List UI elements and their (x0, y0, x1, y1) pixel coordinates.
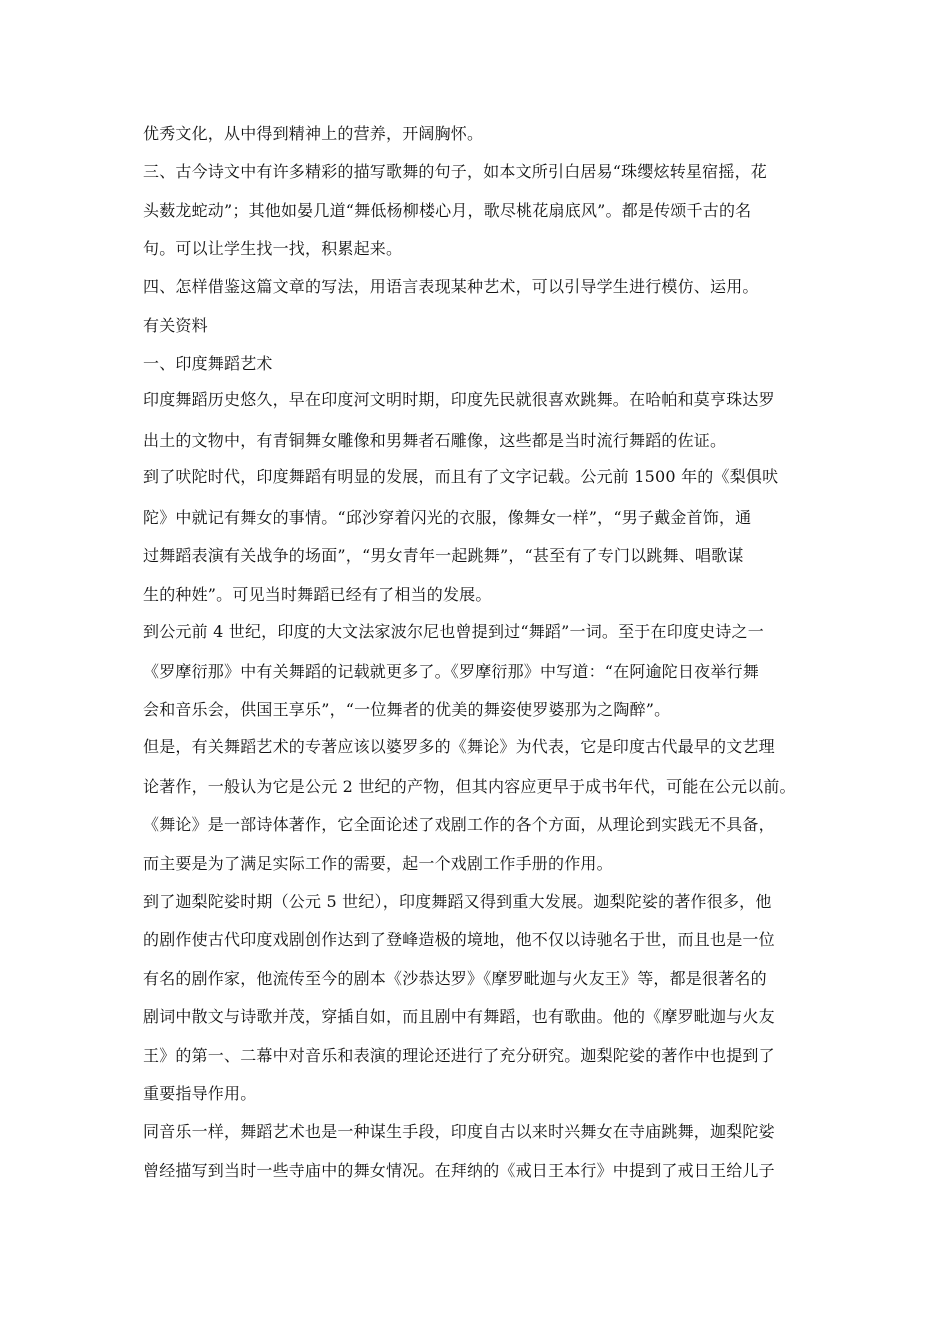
text-line: 而主要是为了满足实际工作的需要，起一个戏剧工作手册的作用。 (143, 854, 613, 873)
text-line: 会和音乐会，供国王享乐”，“一位舞者的优美的舞姿使罗婆那为之陶醉”。 (143, 700, 671, 719)
text-line: 同音乐一样，舞蹈艺术也是一种谋生手段，印度自古以来时兴舞女在寺庙跳舞，迦梨陀娑 (143, 1122, 775, 1141)
text-line: 到公元前 4 世纪，印度的大文法家波尔尼也曾提到过“舞蹈”一词。至于在印度史诗之一 (143, 622, 764, 641)
text-line: 《舞论》是一部诗体著作，它全面论述了戏剧工作的各个方面，从理论到实践无不具备， (143, 815, 775, 834)
text-line: 到了迦梨陀娑时期（公元 5 世纪），印度舞蹈又得到重大发展。迦梨陀娑的著作很多，他 (143, 892, 772, 911)
text-line: 过舞蹈表演有关战争的场面”，“男女青年一起跳舞”，“甚至有了专门以跳舞、唱歌谋 (143, 546, 744, 565)
text-line: 四、怎样借鉴这篇文章的写法，用语言表现某种艺术，可以引导学生进行模仿、运用。 (143, 277, 759, 296)
text-line: 有名的剧作家，他流传至今的剧本《沙恭达罗》《摩罗毗迦与火友王》等，都是很著名的 (143, 969, 767, 988)
text-line: 生的种姓”。可见当时舞蹈已经有了相当的发展。 (143, 585, 492, 604)
text-line: 王》的第一、二幕中对音乐和表演的理论还进行了充分研究。迦梨陀娑的著作中也提到了 (143, 1046, 775, 1065)
text-line: 陀》中就记有舞女的事情。“邱沙穿着闪光的衣服，像舞女一样”，“男子戴金首饰，通 (143, 508, 752, 527)
text-line: 优秀文化，从中得到精神上的营养，开阔胸怀。 (143, 124, 484, 143)
text-line: 论著作，一般认为它是公元 2 世纪的产物，但其内容应更早于成书年代，可能在公元以前。 (143, 777, 796, 796)
text-line: 出土的文物中，有青铜舞女雕像和男舞者石雕像，这些都是当时流行舞蹈的佐证。 (143, 431, 727, 450)
text-line: 头薮龙蛇动”；其他如晏几道“舞低杨柳楼心月，歌尽桃花扇底风”。都是传颂千古的名 (143, 201, 752, 220)
section-heading: 一、印度舞蹈艺术 (143, 354, 273, 373)
text-line: 句。可以让学生找一找，积累起来。 (143, 239, 403, 258)
text-line: 曾经描写到当时一些寺庙中的舞女情况。在拜纳的《戒日王本行》中提到了戒日王给儿子 (143, 1161, 775, 1180)
text-line: 的剧作使古代印度戏剧创作达到了登峰造极的境地，他不仅以诗驰名于世，而且也是一位 (143, 930, 775, 949)
text-line: 《罗摩衍那》中有关舞蹈的记载就更多了。《罗摩衍那》中写道：“在阿逾陀日夜举行舞 (143, 662, 759, 681)
text-line: 到了吠陀时代，印度舞蹈有明显的发展，而且有了文字记载。公元前 1500 年的《梨俱吠 (143, 467, 779, 486)
section-heading: 有关资料 (143, 316, 208, 335)
text-line: 但是，有关舞蹈艺术的专著应该以婆罗多的《舞论》为代表，它是印度古代最早的文艺理 (143, 737, 775, 756)
text-line: 印度舞蹈历史悠久，早在印度河文明时期，印度先民就很喜欢跳舞。在哈帕和莫亨珠达罗 (143, 390, 775, 409)
text-line: 重要指导作用。 (143, 1084, 257, 1103)
text-line: 剧词中散文与诗歌并茂，穿插自如，而且剧中有舞蹈，也有歌曲。他的《摩罗毗迦与火友 (143, 1007, 775, 1026)
text-line: 三、古今诗文中有许多精彩的描写歌舞的句子，如本文所引白居易“珠缨炫转星宿摇，花 (143, 162, 767, 181)
